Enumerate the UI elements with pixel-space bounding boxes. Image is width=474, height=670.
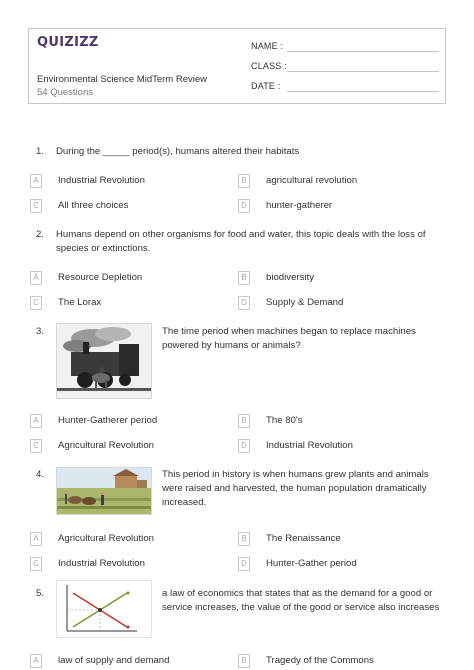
option-letter: B	[238, 532, 250, 546]
option-letter: C	[30, 439, 42, 453]
option-text: law of supply and demand	[58, 655, 170, 666]
option-letter: D	[238, 439, 250, 453]
option-text: agricultural revolution	[266, 175, 358, 186]
option-text: Agricultural Revolution	[58, 533, 154, 544]
supply-demand-graph	[57, 581, 152, 638]
question-text: This period in history is when humans grew plants and animals were raised and harvested, the human population dramatically increased.	[162, 469, 429, 508]
option-text: Industrial Revolution	[58, 175, 145, 186]
farming-illustration	[57, 468, 152, 515]
option-text: Hunter-Gather period	[266, 558, 357, 569]
question-text: a law of economics that states that as the demand for a good or service increases, the value of the good or service also increases	[162, 588, 440, 613]
option-text: Tragedy of the Commons	[266, 655, 374, 666]
question-count: 54 Questions	[37, 87, 93, 98]
option-letter: A	[30, 654, 42, 668]
option-text: Supply & Demand	[266, 297, 344, 308]
option-letter: A	[30, 174, 42, 188]
name-line	[287, 51, 439, 52]
question-text: Humans depend on other organisms for food and water, this topic deals with the loss of species or extinctions.	[56, 229, 426, 254]
option-text: Resource Depletion	[58, 272, 143, 283]
option-text: The Renaissance	[266, 533, 341, 544]
class-line	[287, 71, 439, 72]
option-letter: C	[30, 199, 42, 213]
option-text: Industrial Revolution	[266, 440, 353, 451]
question-number: 2.	[36, 229, 45, 240]
option-text: biodiversity	[266, 272, 314, 283]
option-letter: D	[238, 557, 250, 571]
farming-image	[56, 467, 152, 515]
option-letter: A	[30, 414, 42, 428]
option-text: hunter-gatherer	[266, 200, 333, 211]
date-line	[287, 91, 439, 92]
option-letter: A	[30, 532, 42, 546]
steam-train-image	[56, 323, 152, 399]
steam-train-illustration	[57, 324, 152, 399]
class-label: CLASS :	[251, 61, 287, 71]
option-letter: D	[238, 199, 250, 213]
option-letter: C	[30, 557, 42, 571]
option-text: Hunter-Gatherer period	[58, 415, 158, 426]
question-number: 3.	[36, 326, 45, 337]
option-text: The 80's	[266, 415, 303, 426]
question-number: 1.	[36, 146, 45, 157]
option-letter: B	[238, 271, 250, 285]
worksheet-header	[28, 28, 446, 104]
option-text: Agricultural Revolution	[58, 440, 154, 451]
option-letter: B	[238, 174, 250, 188]
option-letter: D	[238, 296, 250, 310]
question-text: The time period when machines began to replace machines powered by humans or animals?	[162, 326, 416, 351]
option-text: All three choices	[58, 200, 129, 211]
option-letter: A	[30, 271, 42, 285]
quizizz-logo: QUIZIZZ	[37, 35, 99, 50]
option-letter: B	[238, 414, 250, 428]
option-letter: B	[238, 654, 250, 668]
date-label: DATE :	[251, 81, 281, 91]
option-text: Industrial Revolution	[58, 558, 145, 569]
question-text: During the _____ period(s), humans altered their habitats	[56, 146, 300, 157]
class-field	[251, 61, 287, 71]
option-letter: C	[30, 296, 42, 310]
question-number: 4.	[36, 469, 45, 480]
supply-demand-graph-image	[56, 580, 152, 638]
option-text: The Lorax	[58, 297, 102, 308]
date-field	[251, 81, 281, 91]
worksheet-title: Environmental Science MidTerm Review	[37, 74, 208, 85]
question-number: 5.	[36, 588, 45, 599]
name-label: NAME :	[251, 41, 284, 51]
name-field	[251, 41, 283, 51]
